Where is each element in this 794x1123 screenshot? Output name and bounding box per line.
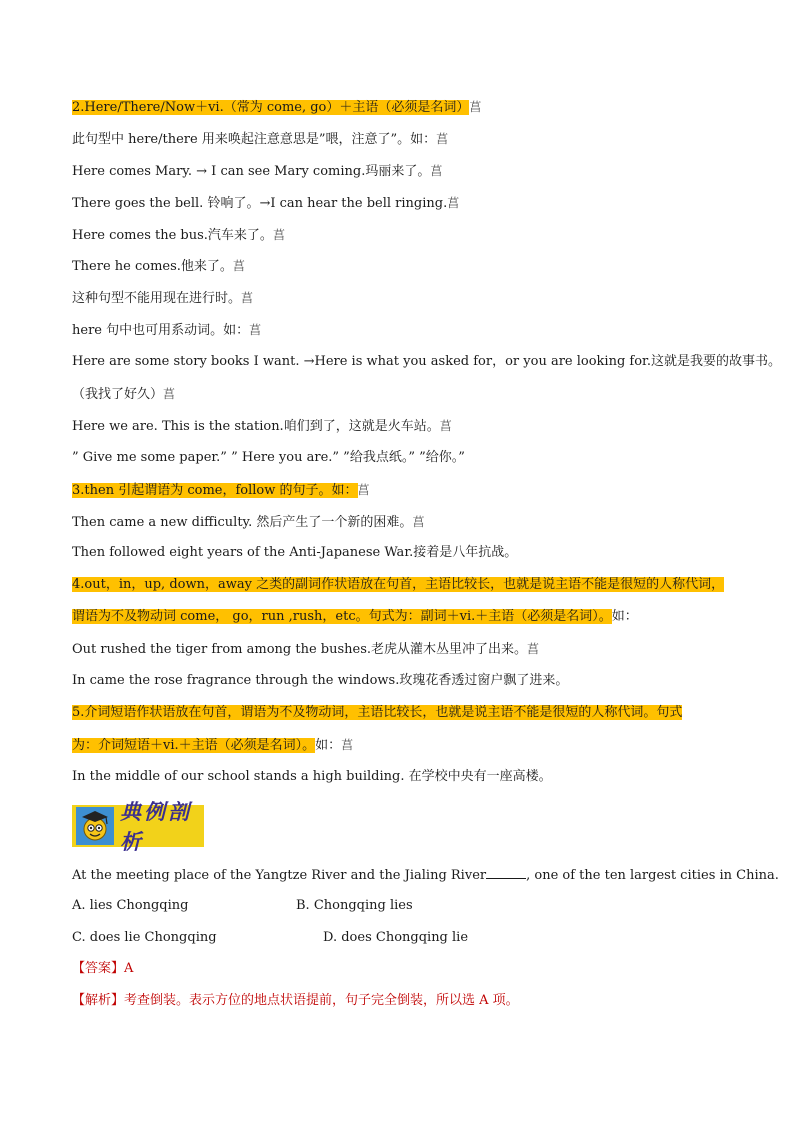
option-a: A. lies Chongqing — [72, 898, 189, 913]
note-line — [72, 162, 732, 180]
note-text: 此句型中 here/there 用来唤起注意意思是”喂，注意了”。如： — [72, 131, 437, 147]
note-line — [72, 544, 732, 562]
note-line — [72, 704, 732, 722]
format-marker: 菖 — [430, 163, 443, 178]
format-marker: 菖 — [439, 418, 452, 433]
note-text: Then came a new difficulty. 然后产生了一个新的困难。 — [72, 514, 413, 530]
note-text: Out rushed the tiger from among the bushes.老虎从灌木丛里冲了出来。 — [72, 642, 528, 658]
answer-blank — [486, 866, 526, 879]
note-line — [72, 289, 732, 307]
highlighted-text: 2.Here/There/Now＋vi.（常为 come, go）＋主语（必须是名词） — [72, 100, 470, 115]
note-text: Here comes Mary. → I can see Mary coming.玛丽来了。 — [72, 163, 431, 179]
highlighted-text: 5.介词短语作状语放在句首，谓语为不及物动词，主语比较长，也就是说主语不能是很短的人称代词。句式 — [72, 704, 683, 720]
question-stem-end: , one of the ten largest cities in China. — [526, 868, 779, 883]
format-marker: 菖 — [249, 323, 262, 338]
note-text: In came the rose fragrance through the windows.玫瑰花香透过窗户飘了进来。 — [72, 673, 569, 689]
note-line — [72, 257, 732, 275]
note-text: Here are some story books I want. →Here is what you asked for，or you are looking for.这就是我要的故事书。 — [72, 354, 781, 370]
option-d: D. does Chongqing lie — [323, 930, 469, 945]
note-text: Here we are. This is the station.咱们到了，这就是火车站。 — [72, 418, 440, 434]
note-text: 如： — [611, 609, 638, 625]
format-marker: 菖 — [527, 642, 540, 657]
format-marker: 菖 — [357, 482, 370, 497]
format-marker: 菖 — [436, 131, 449, 146]
grammar-notes — [72, 98, 781, 800]
answer-value: A — [124, 961, 134, 976]
format-marker: 菖 — [241, 291, 254, 306]
note-line — [72, 576, 732, 594]
answer-line — [72, 960, 732, 978]
note-text: 这种句型不能用现在进行时。 — [72, 291, 242, 307]
scholar-mascot-icon — [76, 807, 114, 845]
note-line — [72, 608, 732, 626]
example-banner — [72, 800, 204, 854]
note-text: Here comes the bus.汽车来了。 — [72, 227, 273, 243]
note-line — [72, 98, 732, 116]
format-marker: 菖 — [447, 195, 460, 210]
analysis-text: 考查倒装。表示方位的地点状语提前，句子完全倒装，所以选 A 项。 — [124, 993, 519, 1008]
banner-title: 典例剖析 — [120, 800, 192, 854]
note-text: ” Give me some paper.” ” Here you are.” ”给我点纸。” ”给你。” — [72, 449, 465, 465]
note-line — [72, 130, 732, 148]
note-text: （我找了好久） — [72, 387, 164, 403]
note-text: 如： — [315, 737, 342, 753]
highlighted-text: 为：介词短语＋vi.＋主语（必须是名词）。 — [72, 737, 316, 753]
analysis-line — [72, 992, 732, 1010]
note-line — [72, 481, 732, 499]
format-marker: 菖 — [232, 259, 245, 274]
analysis-label: 【解析】 — [72, 993, 125, 1008]
note-text: here 句中也可用系动词。如： — [72, 323, 250, 339]
option-c: C. does lie Chongqing — [72, 930, 217, 945]
note-line — [72, 513, 732, 531]
highlighted-text: 3.then 引起谓语为 come，follow 的句子。如： — [72, 482, 358, 498]
format-marker: 菖 — [163, 387, 176, 402]
question-stem — [72, 866, 779, 885]
question-stem-start: At the meeting place of the Yangtze River and the Jialing River — [72, 868, 487, 883]
format-marker: 菖 — [412, 514, 425, 529]
note-text: Then followed eight years of the Anti-Japanese War.接着是八年抗战。 — [72, 545, 518, 561]
highlighted-text: 谓语为不及物动词 come， go，run ,rush，etc。句式为：副词＋vi.＋主语（必须是名词）。 — [72, 609, 612, 625]
note-line — [72, 194, 732, 212]
note-line — [72, 768, 732, 786]
note-line — [72, 321, 732, 339]
note-line — [72, 736, 732, 754]
note-line — [72, 417, 732, 435]
note-line — [72, 353, 781, 371]
format-marker: 菖 — [469, 100, 482, 114]
note-text: There he comes.他来了。 — [72, 259, 233, 275]
note-line — [72, 640, 732, 658]
note-text: There goes the bell. 铃响了。→I can hear the bell ringing. — [72, 195, 448, 211]
note-line — [72, 385, 732, 403]
note-text: In the middle of our school stands a high building. 在学校中央有一座高楼。 — [72, 768, 552, 784]
note-line — [72, 672, 732, 690]
option-b: B. Chongqing lies — [296, 898, 413, 913]
note-line — [72, 449, 732, 467]
highlighted-text: 4.out，in，up, down，away 之类的副词作状语放在句首，主语比较长，也就是说主语不能是很短的人称代词， — [72, 577, 725, 593]
format-marker: 菖 — [341, 737, 354, 752]
note-line — [72, 226, 732, 244]
answer-label: 【答案】 — [72, 961, 125, 976]
format-marker: 菖 — [272, 227, 285, 242]
